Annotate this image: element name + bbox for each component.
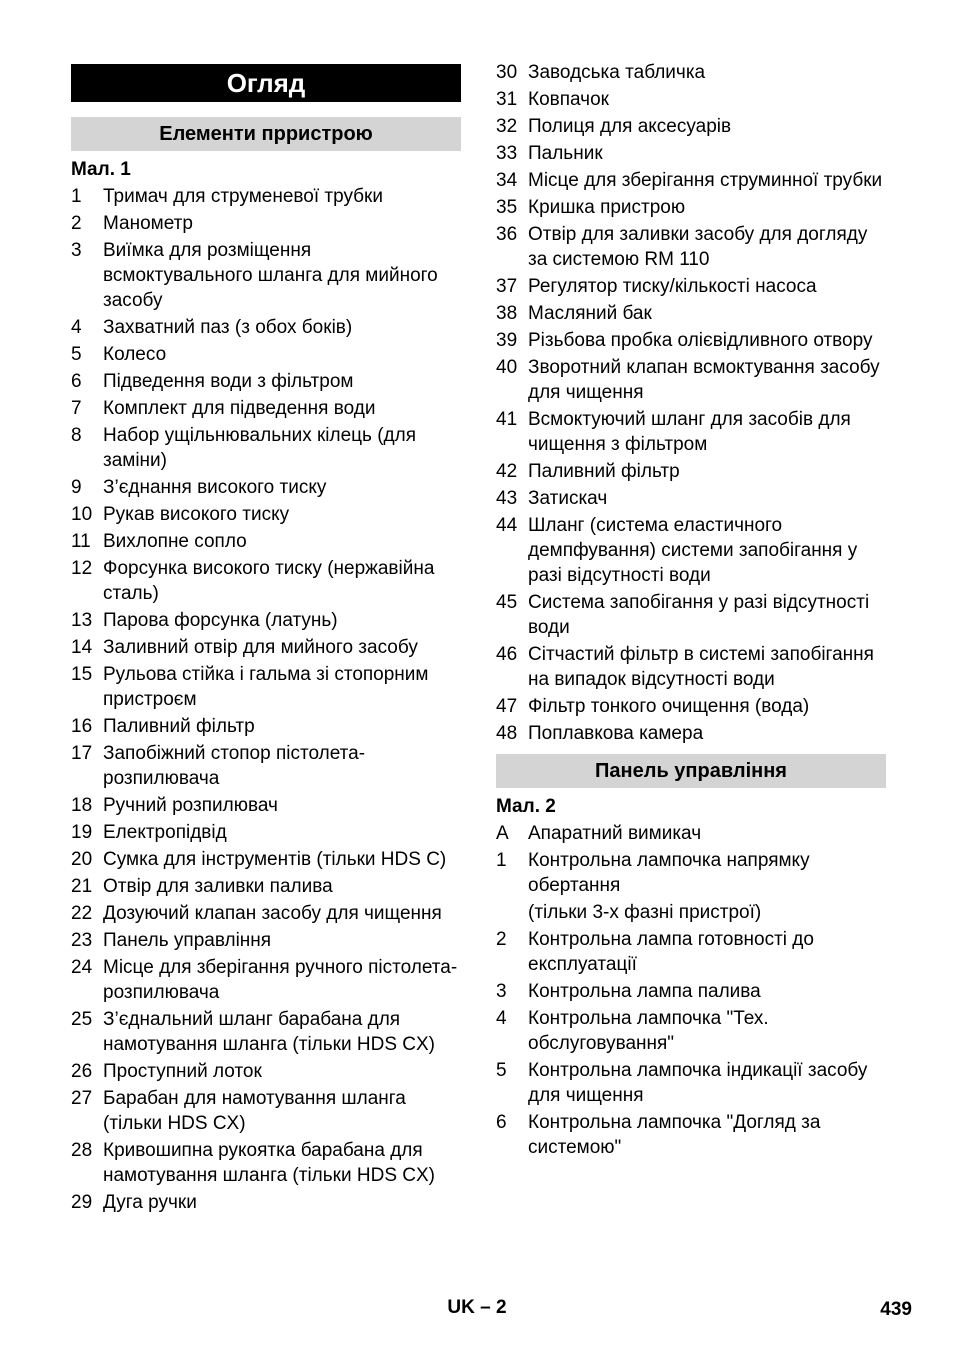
list-item (496, 1058, 886, 1108)
parts-list-right (496, 60, 886, 746)
list-item (496, 642, 886, 692)
item-text: Дуга ручки (103, 1192, 197, 1213)
item-number: 26 (71, 1061, 93, 1082)
item-number: 27 (71, 1088, 93, 1109)
item-number: 30 (496, 62, 518, 83)
list-item (71, 475, 461, 500)
list-item (71, 955, 461, 1005)
list-item (71, 635, 461, 660)
list-item (496, 195, 886, 220)
list-item (71, 211, 461, 236)
list-item (496, 274, 886, 299)
item-number: 6 (496, 1112, 507, 1133)
item-text: Контрольна лампа палива (528, 981, 761, 1002)
list-item (496, 1110, 886, 1160)
item-text: Місце для зберігання струминної трубки (528, 170, 883, 191)
list-item (71, 1086, 461, 1136)
list-item (496, 486, 886, 511)
item-text: Зворотний клапан всмоктування засобу для чищення (528, 357, 880, 403)
item-number: 9 (71, 477, 82, 498)
item-text: Апаратний вимикач (528, 823, 702, 844)
item-text: Місце для зберігання ручного пістолета-розпилювача (103, 957, 458, 1003)
list-item (71, 529, 461, 554)
item-text: Запобіжний стопор пістолета-розпилювача (103, 743, 366, 789)
item-text: Кривошипна рукоятка барабана для намотування шланга (тільки HDS CX) (103, 1140, 435, 1186)
item-number: 28 (71, 1140, 93, 1161)
list-item (496, 407, 886, 457)
list-item (71, 714, 461, 739)
list-item (71, 369, 461, 394)
list-item (71, 556, 461, 606)
item-text: З’єднання високого тиску (103, 477, 327, 498)
item-text: Отвір для заливки палива (103, 876, 333, 897)
item-text: Заливний отвір для мийного засобу (103, 637, 418, 658)
list-item (496, 694, 886, 719)
item-text: Пальник (528, 143, 603, 164)
item-number: 32 (496, 116, 518, 137)
list-item (496, 141, 886, 166)
item-number: 37 (496, 276, 518, 297)
item-text: Контрольна лампочка "Догляд за системою" (528, 1112, 821, 1158)
item-number: 45 (496, 592, 518, 613)
list-item (496, 848, 886, 898)
item-text: Комплект для підведення води (103, 398, 376, 419)
item-text: Ручний розпилювач (103, 795, 278, 816)
list-item (496, 721, 886, 746)
item-number: 3 (496, 981, 507, 1002)
page-title: Огляд (71, 64, 461, 102)
item-number: 8 (71, 425, 82, 446)
item-number: 1 (496, 850, 507, 871)
item-text: З’єднальний шланг барабана для намотування шланга (тільки HDS CX) (103, 1009, 435, 1055)
item-number: 5 (71, 344, 82, 365)
list-item (71, 396, 461, 421)
item-text: Масляний бак (528, 303, 652, 324)
item-text: Шланг (система еластичного демпфування) системи запобігання у разі відсутності води (528, 515, 858, 586)
list-item (496, 1006, 886, 1056)
section-heading-device-elements: Елементи прристрою (71, 117, 461, 151)
item-number: 43 (496, 488, 518, 509)
item-text: Тримач для струменевої трубки (103, 186, 383, 207)
item-number: 4 (71, 317, 82, 338)
item-text: Електропідвід (103, 822, 227, 843)
item-number: 16 (71, 716, 93, 737)
item-text: Поплавкова камера (528, 723, 704, 744)
item-number: 18 (71, 795, 93, 816)
item-text: Сітчастий фільтр в системі запобігання на випадок відсутності води (528, 644, 874, 690)
list-item (496, 168, 886, 193)
item-text: Рукав високого тиску (103, 504, 290, 525)
item-text: Затискач (528, 488, 608, 509)
list-item (71, 847, 461, 872)
item-number: 6 (71, 371, 82, 392)
list-item (496, 459, 886, 484)
item-number: 36 (496, 224, 518, 245)
list-item (496, 328, 886, 353)
item-text: Система запобігання у разі відсутності води (528, 592, 870, 638)
item-number: 39 (496, 330, 518, 351)
item-number: 15 (71, 664, 93, 685)
item-number: 12 (71, 558, 93, 579)
item-number: 24 (71, 957, 93, 978)
list-item (496, 87, 886, 112)
item-text: Проступний лоток (103, 1061, 262, 1082)
item-text: Підведення води з фільтром (103, 371, 354, 392)
item-number: 41 (496, 409, 518, 430)
list-item (496, 821, 886, 846)
item-text: Дозуючий клапан засобу для чищення (103, 903, 442, 924)
list-item (71, 928, 461, 953)
list-item (496, 222, 886, 272)
item-text: Сумка для інструментів (тільки HDS C) (103, 849, 447, 870)
item-number: 25 (71, 1009, 93, 1030)
item-text: Регулятор тиску/кількості насоса (528, 276, 817, 297)
list-item (71, 820, 461, 845)
item-number: 23 (71, 930, 93, 951)
item-number: 48 (496, 723, 518, 744)
item-number: 13 (71, 610, 93, 631)
item-text: Колесо (103, 344, 167, 365)
item-number: 4 (496, 1008, 507, 1029)
item-number: 33 (496, 143, 518, 164)
item-number: 11 (71, 531, 91, 552)
control-panel-list (496, 821, 886, 1160)
item-number: 42 (496, 461, 518, 482)
footer-language-page: UK – 2 (447, 1297, 507, 1318)
item-text: Паливний фільтр (528, 461, 680, 482)
list-item (71, 1059, 461, 1084)
item-text: Вихлопне сопло (103, 531, 247, 552)
item-text: Форсунка високого тиску (нержавійна сталь) (103, 558, 435, 604)
item-number: 22 (71, 903, 93, 924)
page-number: 439 (880, 1299, 912, 1320)
item-text: Кришка пристрою (528, 197, 686, 218)
list-item (71, 1138, 461, 1188)
item-number: 46 (496, 644, 518, 665)
item-text: Всмоктуючий шланг для засобів для чищення з фільтром (528, 409, 851, 455)
list-item (496, 355, 886, 405)
item-text: Контрольна лампочка напрямку обертання (528, 850, 810, 896)
item-text: Контрольна лампа готовності до експлуатації (528, 929, 814, 975)
item-number: 2 (496, 929, 507, 950)
item-text: Фільтр тонкого очищення (вода) (528, 696, 810, 717)
list-item (71, 238, 461, 313)
item-number: 5 (496, 1060, 507, 1081)
list-item (71, 901, 461, 926)
item-number: 10 (71, 504, 93, 525)
item-text: Ковпачок (528, 89, 609, 110)
item-number: 1 (71, 186, 82, 207)
list-item (71, 874, 461, 899)
figure-label: Мал. 1 (71, 159, 131, 180)
item-number: 3 (71, 240, 82, 261)
item-number: 38 (496, 303, 518, 324)
list-item (71, 502, 461, 527)
list-item (71, 793, 461, 818)
item-number: 20 (71, 849, 93, 870)
item-text: Парова форсунка (латунь) (103, 610, 338, 631)
list-item (496, 114, 886, 139)
item-text: Полиця для аксесуарів (528, 116, 732, 137)
item-text: Контрольна лампочка "Тех. обслуговування" (528, 1008, 769, 1054)
item-number: 35 (496, 197, 518, 218)
list-item (496, 301, 886, 326)
item-number: 21 (71, 876, 93, 897)
parts-list-left (71, 184, 461, 1215)
list-item (71, 1007, 461, 1057)
item-number: 47 (496, 696, 518, 717)
item-text: Виїмка для розміщення всмоктувального шланга для мийного засобу (103, 240, 438, 311)
item-text: Барабан для намотування шланга (тільки HDS CX) (103, 1088, 406, 1134)
list-item (496, 513, 886, 588)
left-column (71, 58, 461, 1215)
item-text: Рульова стійка і гальма зі стопорним пристроєм (103, 664, 429, 710)
item-number: 44 (496, 515, 518, 536)
item-text: Отвір для заливки засобу для догляду за системою RM 110 (528, 224, 868, 270)
item-number: A (496, 823, 509, 844)
list-item (496, 60, 886, 85)
item-number: 29 (71, 1192, 93, 1213)
list-item (496, 927, 886, 977)
right-column (496, 58, 886, 1160)
item-number: 17 (71, 743, 93, 764)
item-text: Різьбова пробка олієвідливного отвору (528, 330, 873, 351)
figure-label: Мал. 2 (496, 796, 556, 817)
item-text: Заводська табличка (528, 62, 706, 83)
list-item (71, 741, 461, 791)
item-number: 2 (71, 213, 82, 234)
item-text: Захватний паз (з обох боків) (103, 317, 353, 338)
list-item (71, 662, 461, 712)
list-item (71, 423, 461, 473)
item-number: 34 (496, 170, 518, 191)
list-item (71, 1190, 461, 1215)
list-item (71, 315, 461, 340)
list-item (71, 608, 461, 633)
item-number: 14 (71, 637, 93, 658)
item-note: (тільки 3-х фазні пристрої) (528, 902, 762, 923)
list-item (71, 184, 461, 209)
list-item (71, 342, 461, 367)
item-number: 31 (496, 89, 518, 110)
item-text: Паливний фільтр (103, 716, 255, 737)
item-number: 40 (496, 357, 518, 378)
item-number: 19 (71, 822, 93, 843)
item-text: Манометр (103, 213, 193, 234)
item-text: Панель управління (103, 930, 272, 951)
list-item (496, 590, 886, 640)
item-number: 7 (71, 398, 82, 419)
item-text: Контрольна лампочка індикації засобу для чищення (528, 1060, 868, 1106)
item-text: Набор ущільнювальних кілець (для заміни) (103, 425, 417, 471)
list-item (496, 979, 886, 1004)
section-heading-control-panel: Панель управління (496, 754, 886, 788)
